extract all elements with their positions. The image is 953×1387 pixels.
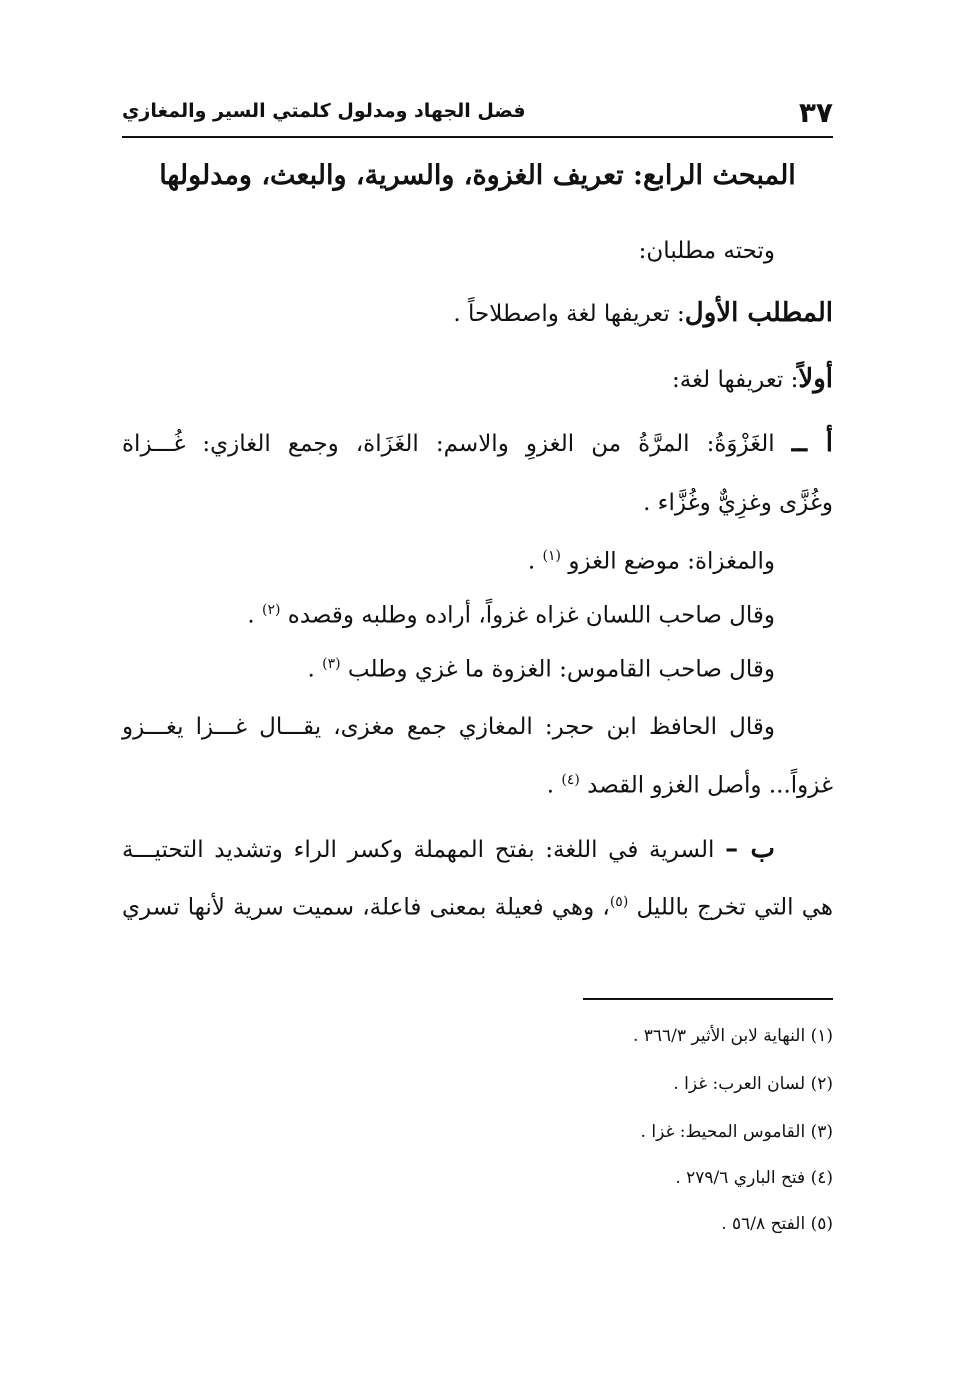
para-a-text-1: الغَزْوَةُ: المرَّةُ من الغزوِ والاسم: الغَزَاة، وجمع الغازي: غُـــزاة: [122, 431, 775, 457]
page-number: ٣٧: [798, 96, 833, 129]
para-a-line-2: وغُزَّى وغزِيٌّ وغُزَّاء .: [643, 490, 833, 516]
para-b-text-2b: ، وهي فعيلة بمعنى فاعلة، سميت سرية لأنها تسري: [122, 894, 610, 921]
footnote-ref-3: (٣): [322, 656, 341, 672]
footnote-5: (٥) الفتح ٥٦/٨ .: [721, 1214, 833, 1234]
awwalan-label: أولاً: [798, 364, 833, 394]
lisan-text: وقال صاحب اللسان غزاه غزواً، أراده وطلبه وقصده: [287, 602, 775, 629]
maghzat-text: والمغزاة: موضع الغزو: [568, 548, 775, 575]
footnote-1: (١) النهاية لابن الأثير ٣٦٦/٣ .: [632, 1026, 833, 1046]
hajar-text-2: غزواً... وأصل الغزو القصد: [587, 772, 833, 799]
para-b-text-2a: هي التي تخرج بالليل: [636, 894, 834, 921]
intro-line: وتحته مطلبان:: [638, 238, 775, 264]
matlab-label: المطلب الأول: [684, 298, 833, 328]
awwalan-line: [122, 364, 833, 394]
lisan-line: [122, 602, 833, 629]
para-a-marker: أ ــ: [791, 428, 833, 458]
footnote-ref-2: (٢): [262, 602, 281, 618]
section-heading: المبحث الرابع: تعريف الغزوة، والسرية، والبعث، ومدلولها: [159, 160, 796, 191]
maghzat-end: .: [527, 548, 543, 575]
footnote-divider: [583, 998, 833, 1000]
maghzat-line: [122, 548, 833, 575]
footnote-ref-5: (٥): [609, 894, 629, 910]
matlab-line: [122, 298, 833, 328]
hajar-end: .: [546, 772, 562, 799]
para-b-line-2: [122, 894, 833, 921]
hajar-line-2: [122, 772, 833, 799]
para-b-marker: ب –: [725, 834, 775, 864]
footnote-4: (٤) فتح الباري ٢٧٩/٦ .: [675, 1168, 833, 1188]
qamus-text: وقال صاحب القاموس: الغزوة ما غزي وطلب: [347, 656, 775, 683]
footnote-2: (٢) لسان العرب: غزا .: [673, 1074, 833, 1094]
awwalan-text: : تعريفها لغة:: [672, 367, 799, 393]
hajar-line-1: وقال الحافظ ابن حجر: المغازي جمع مغزى، يقـــال غـــزا يغـــزو: [122, 714, 775, 740]
para-a-line-1: [122, 428, 833, 458]
footnote-ref-4: (٤): [561, 772, 580, 788]
running-title: فضل الجهاد ومدلول كلمتي السير والمغازي: [122, 100, 526, 122]
footnote-3: (٣) القاموس المحيط: غزا .: [640, 1122, 833, 1142]
para-b-line-1: [122, 834, 833, 864]
para-b-text-1: السرية في اللغة: بفتح المهملة وكسر الراء وتشديد التحتيـــة: [122, 837, 715, 863]
footnote-ref-1: (١): [542, 548, 562, 564]
matlab-text: : تعريفها لغة واصطلاحاً .: [453, 301, 685, 327]
lisan-end: .: [247, 602, 262, 629]
qamus-end: .: [307, 656, 323, 683]
qamus-line: [122, 656, 833, 683]
page-header: [122, 96, 833, 138]
